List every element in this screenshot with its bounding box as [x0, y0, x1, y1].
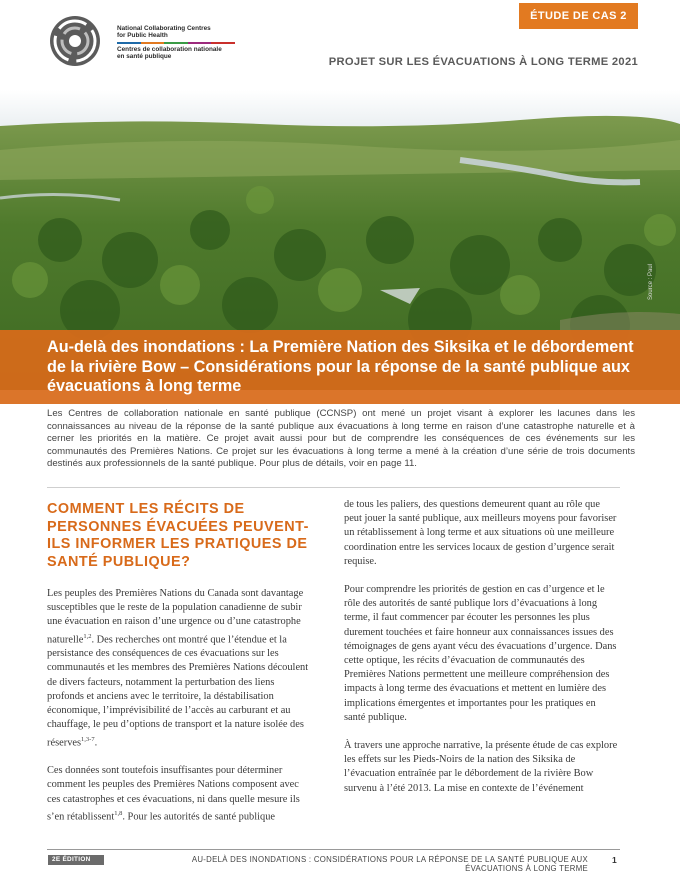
org-name-en-1: National Collaborating Centres	[117, 25, 211, 32]
organization-name	[117, 25, 235, 61]
body-paragraph: Les peuples des Premières Nations du Canada sont davantage susceptibles que le reste de la population canadienne de subir une évacuation en raison d’une urgence ou d’une catastrophe naturelle$^{1,2}$. Des recherches ont montré que l’étendue et la persistance des conséquences de ces évacuations sur les communautés et les membres des Premières Nations découlent de divers facteurs, notamment la perturbation des liens profonds et anciens avec le territoire, la déstabilisation économique, l’imprévisibilité de l’accès au carburant et au chauffage, le peu d’options de transport et la nature isolée des réserves$^{1,3-7}$.	[47, 588, 309, 748]
body-paragraph: de tous les paliers, des questions demeurent quant au rôle que peut jouer la santé publique, aux meilleurs moyens pour favoriser un rétablissement à long terme et aux situations où une meilleure coordination entre les services locaux de gestion d’urgence serait requise.	[344, 499, 617, 567]
section-heading: COMMENT LES RÉCITS DE PERSONNES ÉVACUÉES PEUVENT-ILS INFORMER LES PRATIQUES DE SANTÉ PUBLIQUE?	[47, 501, 309, 570]
edition-badge: 2E ÉDITION	[48, 855, 104, 865]
section-divider	[47, 487, 620, 488]
project-title: PROJET SUR LES ÉVACUATIONS À LONG TERME 2021	[328, 56, 638, 68]
org-name-en-2: for Public Health	[117, 32, 168, 40]
nccph-logo-icon	[48, 14, 102, 68]
reference-mark: 1,2	[83, 632, 92, 640]
reference-mark: 1,8	[114, 809, 123, 817]
footer-running-title: AU-DELÀ DES INONDATIONS : CONSIDÉRATIONS POUR LA RÉPONSE DE LA SANTÉ PUBLIQUE AUX ÉVACUATIONS À LONG TERME	[191, 855, 588, 874]
body-paragraph: Ces données sont toutefois insuffisantes pour déterminer comment les peuples des Premières Nations composent avec ces catastrophes et ces évacuations, ni dans quelle mesure ils s’en rétablissent$^{1,8}$. Pour les autorités de santé publique	[47, 765, 300, 823]
org-name-fr-2: en santé publique	[117, 53, 172, 61]
left-column	[47, 587, 312, 838]
right-column	[344, 498, 619, 810]
title-banner	[0, 330, 680, 404]
page-number: 1	[612, 855, 617, 865]
footer-divider	[47, 849, 620, 850]
body-paragraph: À travers une approche narrative, la présente étude de cas explore les effets sur les Pieds-Noirs de la nation des Siksika de l’évacuation entraînée par le débordement de la rivière Bow survenu à l’été 2013. La mise en contexte de l’événement	[344, 740, 618, 794]
reference-mark: 1,3-7	[81, 735, 95, 743]
body-paragraph: Pour comprendre les priorités de gestion en cas d’urgence et le rôle des autorités de santé publique lors d’évacuations à long terme, il faut commencer par écouter les personnes les plus durement touchées et faire honneur aux connaissances issues des témoignages de gens ayant vécu des évacuations d’urgence. Dans cette optique, les récits d’évacuation de communautés des Premières Nations permettent une meilleure compréhension des impacts à long terme des évacuations et mettent en lumière des implications émergentes et importantes pour les pratiques en santé publique.	[344, 584, 617, 723]
case-study-badge: ÉTUDE DE CAS 2	[519, 3, 638, 29]
photo-credit: Source : Paul	[648, 263, 654, 300]
document-title: Au-delà des inondations : La Première Nation des Siksika et le débordement de la rivière Bow – Considérations pour la réponse de la santé publique aux évacuations à long terme	[47, 338, 634, 395]
org-name-fr-1: Centres de collaboration nationale	[117, 45, 222, 53]
intro-paragraph: Les Centres de collaboration nationale en santé publique (CCNSP) ont mené un projet visant à explorer les lacunes dans les connaissances au niveau de la réponse de la santé publique aux évacuations à long terme en raison d’une catastrophe naturelle et à cerner les priorités en la matière. Ce projet avait aussi pour but de comprendre les conséquences de ces événements sur les communautés des Premières Nations. Ce projet sur les évacuations à long terme a mené à la création d’une série de trois documents destinés aux professionnels de la santé publique. Pour plus de détails, voir en page 11.	[47, 408, 635, 470]
color-rule	[117, 42, 235, 44]
